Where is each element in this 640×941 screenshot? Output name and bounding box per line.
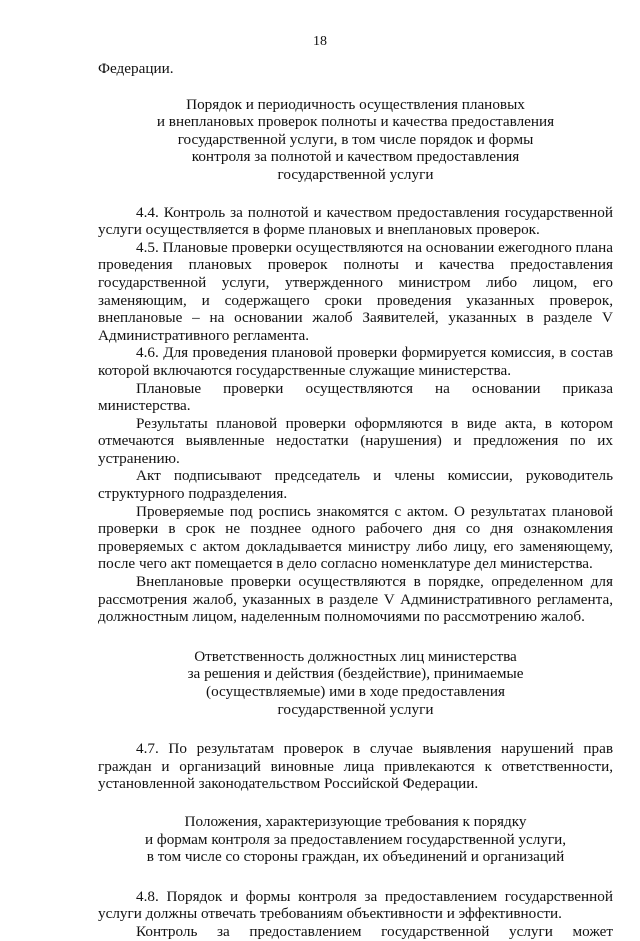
heading-line: в том числе со стороны граждан, их объединений и организаций [146, 848, 565, 866]
section-heading-control-requirements [98, 813, 613, 866]
continuation-text: Федерации. [98, 60, 174, 77]
heading-line: Положения, характеризующие требования к порядку [184, 812, 527, 830]
paragraph-act-signing: Акт подписывают председатель и члены комиссии, руководитель структурного подразделения. [98, 467, 613, 503]
document-body [98, 60, 613, 941]
paragraph-4-5: 4.5. Плановые проверки осуществляются на основании ежегодного плана проведения плановых проверок полноты и качества предоставления государственной услуги, утвержденного министром либо лицом, его заменяющим, и содержащего сроки проведения указанных проверок, внеплановые – на основании жалоб Заявителей, указанных в разделе V Административного регламента. [98, 238, 613, 344]
heading-line: и внеплановых проверок полноты и качества предоставления [156, 113, 555, 131]
heading-line: (осуществляемые) ими в ходе предоставления [206, 683, 505, 700]
paragraph-4-7: 4.7. По результатам проверок в случае выявления нарушений прав граждан и организаций виновные лица привлекаются к ответственности, установленной законодательством Российской Федерации. [98, 740, 613, 793]
heading-line: государственной услуги [277, 700, 434, 718]
page-number: 18 [313, 34, 327, 49]
paragraph-4-4: 4.4. Контроль за полнотой и качеством предоставления государственной услуги осуществляется в форме плановых и внеплановых проверок. [98, 203, 613, 239]
paragraph-control-continuation: Контроль за предоставлением государственной услуги может [136, 922, 613, 940]
heading-line: Ответственность должностных лиц министерства [194, 647, 517, 665]
paragraph-check-results: Результаты плановой проверки оформляются в виде акта, в котором отмечаются выявленные недостатки (нарушения) и предложения по их устранению. [98, 414, 613, 467]
paragraph-planned-checks-order: Плановые проверки осуществляются на основании приказа министерства. [98, 379, 613, 415]
heading-line: государственной услуги, в том числе порядок и формы [177, 130, 534, 148]
heading-line: за решения и действия (бездействие), принимаемые [187, 665, 524, 683]
paragraph-unscheduled-checks: Внеплановые проверки осуществляются в порядке, определенном для рассмотрения жалоб, указанных в разделе V Административного регламента, должностным лицом, наделенным полномочиями по рассмотрению жалоб. [98, 573, 613, 626]
section-heading-responsibility [98, 648, 613, 718]
section-heading-control-procedure [98, 96, 613, 184]
heading-line: и формам контроля за предоставлением государственной услуги, [144, 830, 567, 848]
heading-line: государственной услуги [277, 165, 434, 183]
paragraph-4-8: 4.8. Порядок и формы контроля за предоставлением государственной услуги должны отвечать требованиям объективности и эффективности. [98, 887, 613, 923]
paragraph-act-familiarization: Проверяемые под роспись знакомятся с актом. О результатах плановой проверки в срок не позднее одного рабочего дня со дня ознакомления проверяемых с актом докладывается министру либо лицу, его заменяющему, после чего акт помещается в дело согласно номенклатуре дел министерства. [98, 502, 613, 573]
paragraph-4-6: 4.6. Для проведения плановой проверки формируется комиссия, в состав которой включаются государственные служащие министерства. [98, 344, 613, 379]
heading-line: контроля за полнотой и качеством предоставления [191, 148, 520, 166]
heading-line: Порядок и периодичность осуществления плановых [186, 95, 525, 113]
